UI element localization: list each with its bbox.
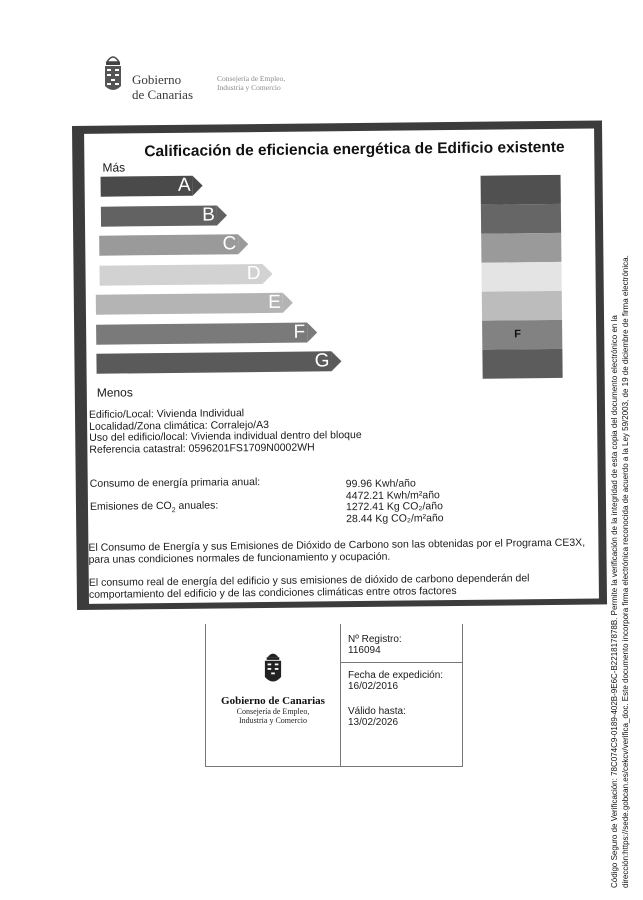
rating-bar-a <box>101 176 203 197</box>
verification-line1: Código Seguro de Verificación: 78C074C9-0189-402B-9E6C-B221817878B. Permite la verificación de la integridad de esta copia del documento electrónico en la <box>610 315 619 888</box>
expedicion-label: Fecha de expedición: <box>348 670 444 681</box>
rating-bar-body <box>99 234 238 255</box>
rating-bar-body <box>96 293 283 315</box>
dept-line1: Consejería de Empleo, <box>217 74 286 83</box>
bottom-label: Menos <box>96 385 133 400</box>
emisiones-label-post: anuales: <box>175 499 219 512</box>
coat-of-arms-icon <box>100 52 126 100</box>
building-info <box>89 407 362 456</box>
note1-line1: El Consumo de Energía y sus Emisiones de Dióxido de Carbono son las obtenidas por el Programa CE3X, <box>88 536 586 554</box>
scale-segment <box>482 349 562 379</box>
registration-dept-line1: Consejería de Empleo, <box>236 707 310 716</box>
scale-segment <box>481 175 561 205</box>
uso-line: Uso del edificio/local: Vivienda individual dentro del bloque <box>89 428 362 444</box>
registration-divider <box>340 624 341 766</box>
valido-field <box>348 706 406 728</box>
rating-letter: D <box>246 262 261 284</box>
localidad-line: Localidad/Zona climática: Corralejo/A3 <box>89 418 269 433</box>
registro-label: Nº Registro: <box>348 634 402 645</box>
rating-bar-tip <box>307 322 317 342</box>
rating-letter: F <box>293 321 306 343</box>
rating-letter: G <box>314 350 330 372</box>
certificate-title: Calificación de eficiencia energética de Edificio existente <box>144 138 565 161</box>
current-rating-label: F <box>514 328 522 341</box>
scale-segment <box>482 291 562 321</box>
note-real-consumption <box>89 572 530 601</box>
consumo-value-1: 99.96 Kwh/año <box>345 477 416 491</box>
emisiones-label-pre: Emisiones de CO <box>89 499 172 513</box>
scale-segment <box>481 204 561 234</box>
rating-bar-tip <box>331 351 341 371</box>
expedicion-field <box>348 670 443 692</box>
rating-scale <box>481 175 563 379</box>
rating-bar-body <box>101 205 217 226</box>
note-ce3x <box>88 537 585 566</box>
registro-value: 116094 <box>348 645 381 656</box>
emisiones-label <box>90 500 218 517</box>
energy-certificate <box>72 120 607 610</box>
rating-bar-tip <box>283 293 293 313</box>
rating-letter: B <box>202 204 216 226</box>
registro-field <box>348 634 402 656</box>
scale-segment <box>481 233 561 263</box>
gov-name-line2: de Canarias <box>132 87 194 102</box>
rating-bar-g <box>96 351 341 374</box>
rating-letter: C <box>222 233 237 255</box>
emisiones-label-sub: 2 <box>171 507 176 515</box>
registration-dept-line2: Industria y Comercio <box>239 716 307 725</box>
header-logo <box>100 52 285 102</box>
gov-name-line1: Gobierno <box>132 72 182 87</box>
rating-bar-tip <box>193 176 203 196</box>
rating-bar-c <box>99 234 248 256</box>
registration-block <box>205 624 463 767</box>
certificate-body <box>84 129 599 604</box>
note2-line1: El consumo real de energía del edificio y sus emisiones de dióxido de carbono dependerán del <box>88 572 530 589</box>
gov-name <box>132 72 193 102</box>
rating-bar-tip <box>217 205 227 225</box>
verification-line2: dirección:https://sede.gobcan.es/cekcv/verifica_doc. Este documento incorpora firma electrónica reconocida de acuerdo a la Ley 59/2003, de 19 de diciembre de firma electrónica. <box>620 255 630 888</box>
dept-name <box>217 74 285 92</box>
emisiones-values <box>346 501 444 525</box>
registration-logo <box>206 650 340 725</box>
rating-bar-e <box>96 293 293 315</box>
consumo-label: Consumo de energía primaria anual: <box>89 476 261 490</box>
rating-bar-d <box>99 263 272 285</box>
note1-line2: para unas condiciones normales de funcionamiento y ocupación. <box>88 550 391 566</box>
consumo-value-2: 4472.21 Kwh/m²año <box>345 488 440 502</box>
registration-hline <box>340 662 462 663</box>
referencia-line: Referencia catastral: 0596201FS1709N0002WH <box>89 440 315 456</box>
scale-segment <box>481 262 561 292</box>
verification-text <box>610 255 631 888</box>
consumo-values <box>346 478 440 502</box>
rating-letter: A <box>177 174 191 196</box>
edificio-line: Edificio/Local: Vivienda Individual <box>88 407 245 421</box>
rating-bar-f <box>96 322 317 344</box>
rating-bar-body <box>99 264 262 286</box>
coat-of-arms-icon <box>261 650 285 686</box>
emisiones-value-1: 1272.41 Kg CO₂/año <box>345 500 443 514</box>
expedicion-value: 16/02/2016 <box>348 681 399 692</box>
rating-bar-tip <box>262 263 272 283</box>
note2-line2: comportamiento del edificio y de las condiciones climáticas entre otros factores <box>88 584 457 601</box>
rating-bar-body <box>96 322 307 344</box>
top-label: Más <box>102 160 126 175</box>
valido-value: 13/02/2026 <box>348 717 399 728</box>
dept-line2: Industria y Comercio <box>217 83 281 92</box>
rating-bar-b <box>101 205 227 226</box>
rating-letter: E <box>268 291 281 313</box>
emisiones-value-2: 28.44 Kg CO₂/m²año <box>346 511 444 525</box>
rating-bar-body <box>96 351 331 373</box>
rating-bar-tip <box>238 234 248 254</box>
scale-segment <box>482 320 562 350</box>
valido-label: Válido hasta: <box>348 706 406 717</box>
registration-gov-name: Gobierno de Canarias <box>221 695 325 707</box>
